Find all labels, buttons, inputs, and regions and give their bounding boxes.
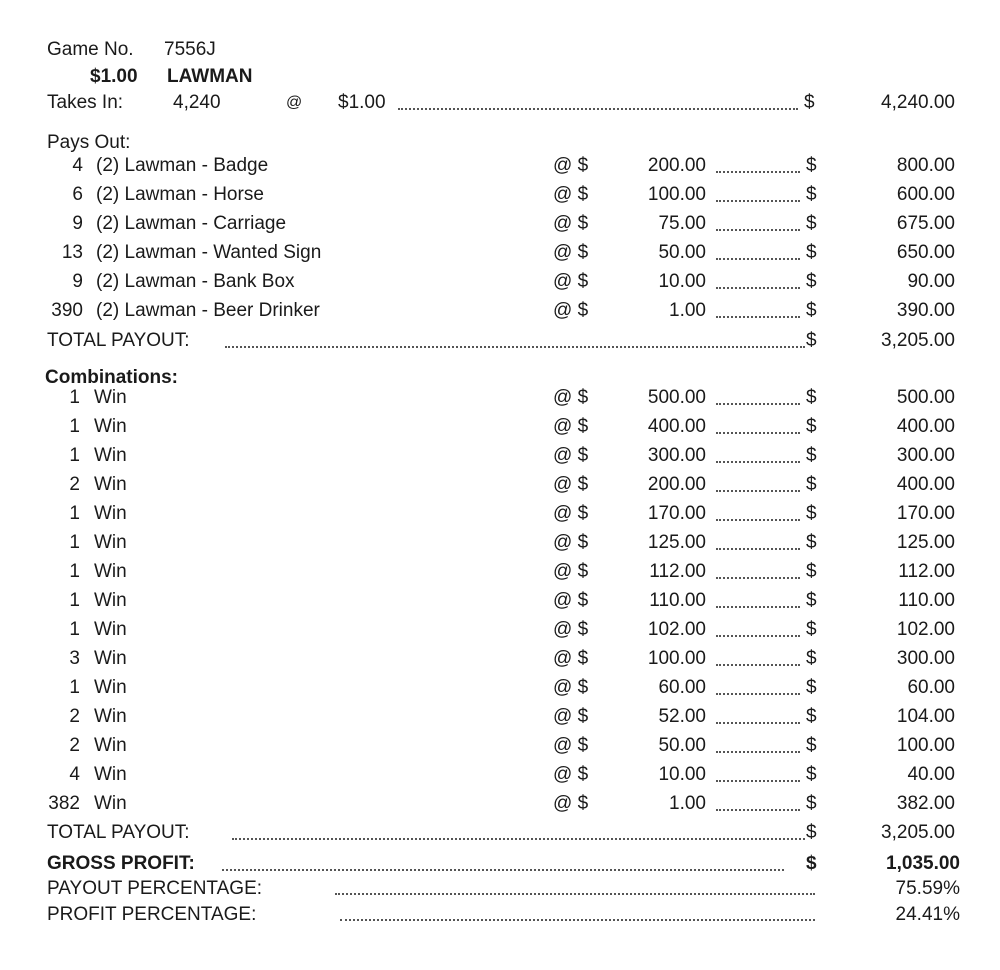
- combinations-total-label: TOTAL PAYOUT:: [47, 822, 190, 843]
- row-total: 400.00: [896, 474, 955, 495]
- takes-in-price: $1.00: [338, 92, 386, 113]
- row-dollar: $: [806, 300, 817, 321]
- row-total: 104.00: [896, 706, 955, 727]
- dot-leader: [716, 258, 800, 260]
- row-total: 400.00: [896, 416, 955, 437]
- row-total: 300.00: [896, 648, 955, 669]
- row-qty: 9: [72, 271, 83, 292]
- row-description: Win: [94, 503, 127, 524]
- row-at: @ $: [553, 561, 589, 582]
- row-price: 10.00: [658, 271, 706, 292]
- dot-leader: [716, 548, 800, 550]
- row-description: Win: [94, 648, 127, 669]
- dot-leader: [716, 722, 800, 724]
- row-at: @ $: [553, 793, 589, 814]
- row-at: @ $: [553, 474, 589, 495]
- row-at: @ $: [553, 532, 589, 553]
- combinations-label: Combinations:: [45, 367, 178, 388]
- row-qty: 1: [69, 619, 80, 640]
- row-price: 200.00: [647, 155, 706, 176]
- takes-in-dollar: $: [804, 92, 815, 113]
- row-dollar: $: [806, 590, 817, 611]
- gross-profit-label: GROSS PROFIT:: [47, 853, 195, 874]
- row-price: 60.00: [658, 677, 706, 698]
- row-description: (2) Lawman - Horse: [96, 184, 264, 205]
- row-price: 50.00: [658, 242, 706, 263]
- dot-leader: [716, 229, 800, 231]
- row-description: (2) Lawman - Beer Drinker: [96, 300, 320, 321]
- dot-leader: [716, 693, 800, 695]
- row-dollar: $: [806, 242, 817, 263]
- row-price: 110.00: [649, 590, 706, 611]
- row-description: (2) Lawman - Bank Box: [96, 271, 295, 292]
- row-at: @ $: [553, 416, 589, 437]
- row-total: 675.00: [896, 213, 955, 234]
- dot-leader: [716, 519, 800, 521]
- row-qty: 1: [69, 445, 80, 466]
- dot-leader: [335, 893, 815, 895]
- row-dollar: $: [806, 155, 817, 176]
- row-total: 650.00: [896, 242, 955, 263]
- dot-leader: [225, 346, 805, 348]
- row-total: 40.00: [907, 764, 955, 785]
- row-description: (2) Lawman - Wanted Sign: [96, 242, 322, 263]
- takes-in-label: Takes In:: [47, 92, 124, 113]
- row-total: 390.00: [896, 300, 955, 321]
- row-qty: 4: [72, 155, 83, 176]
- row-price: 170.00: [647, 503, 706, 524]
- row-dollar: $: [806, 561, 817, 582]
- row-dollar: $: [806, 532, 817, 553]
- combinations-total-dollar: $: [806, 822, 817, 843]
- row-qty: 3: [69, 648, 80, 669]
- row-qty: 4: [69, 764, 80, 785]
- dot-leader: [716, 751, 800, 753]
- row-dollar: $: [806, 648, 817, 669]
- takes-in-at: @: [286, 94, 303, 111]
- dot-leader: [716, 780, 800, 782]
- dot-leader: [716, 200, 800, 202]
- row-price: 1.00: [669, 300, 706, 321]
- row-at: @ $: [553, 300, 589, 321]
- dot-leader: [716, 171, 800, 173]
- pays-out-total-dollar: $: [806, 330, 817, 351]
- row-at: @ $: [553, 155, 589, 176]
- row-price: 125.00: [647, 532, 706, 553]
- row-total: 800.00: [896, 155, 955, 176]
- dot-leader: [716, 635, 800, 637]
- game-name: LAWMAN: [167, 66, 253, 87]
- row-dollar: $: [806, 387, 817, 408]
- row-description: Win: [94, 387, 127, 408]
- row-dollar: $: [806, 619, 817, 640]
- takes-in-total: 4,240.00: [881, 92, 955, 113]
- row-total: 90.00: [907, 271, 955, 292]
- row-dollar: $: [806, 793, 817, 814]
- row-qty: 13: [61, 242, 83, 263]
- row-description: Win: [94, 677, 127, 698]
- row-total: 110.00: [898, 590, 955, 611]
- row-at: @ $: [553, 735, 589, 756]
- row-total: 125.00: [896, 532, 955, 553]
- row-total: 60.00: [907, 677, 955, 698]
- dot-leader: [716, 461, 800, 463]
- pays-out-label: Pays Out:: [47, 132, 131, 153]
- row-qty: 1: [69, 416, 80, 437]
- row-price: 200.00: [647, 474, 706, 495]
- row-total: 300.00: [896, 445, 955, 466]
- dot-leader: [222, 869, 784, 871]
- game-no-label: Game No.: [47, 39, 134, 60]
- row-total: 112.00: [898, 561, 955, 582]
- dot-leader: [398, 108, 798, 110]
- row-at: @ $: [553, 445, 589, 466]
- game-price: $1.00: [90, 66, 138, 87]
- row-qty: 2: [69, 735, 80, 756]
- row-total: 600.00: [896, 184, 955, 205]
- row-description: Win: [94, 416, 127, 437]
- payout-pct-label: PAYOUT PERCENTAGE:: [47, 878, 263, 899]
- takes-in-qty: 4,240: [173, 92, 221, 113]
- row-dollar: $: [806, 184, 817, 205]
- row-dollar: $: [806, 213, 817, 234]
- row-dollar: $: [806, 706, 817, 727]
- dot-leader: [232, 838, 805, 840]
- dot-leader: [716, 316, 800, 318]
- profit-pct-label: PROFIT PERCENTAGE:: [47, 904, 257, 925]
- row-description: Win: [94, 619, 127, 640]
- row-price: 102.00: [647, 619, 706, 640]
- dot-leader: [340, 919, 815, 921]
- row-at: @ $: [553, 619, 589, 640]
- payout-pct-value: 75.59%: [895, 878, 960, 899]
- row-dollar: $: [806, 474, 817, 495]
- row-price: 1.00: [669, 793, 706, 814]
- row-description: Win: [94, 735, 127, 756]
- row-at: @ $: [553, 387, 589, 408]
- game-no: 7556J: [164, 39, 216, 60]
- row-qty: 6: [72, 184, 83, 205]
- dot-leader: [716, 432, 800, 434]
- row-qty: 390: [51, 300, 83, 321]
- row-price: 500.00: [647, 387, 706, 408]
- row-description: Win: [94, 764, 127, 785]
- dot-leader: [716, 577, 800, 579]
- row-price: 10.00: [658, 764, 706, 785]
- row-description: Win: [94, 561, 127, 582]
- row-total: 100.00: [896, 735, 955, 756]
- row-dollar: $: [806, 764, 817, 785]
- row-qty: 9: [72, 213, 83, 234]
- row-price: 400.00: [647, 416, 706, 437]
- dot-leader: [716, 490, 800, 492]
- row-description: Win: [94, 706, 127, 727]
- row-qty: 382: [48, 793, 80, 814]
- row-price: 75.00: [658, 213, 706, 234]
- combinations-total-value: 3,205.00: [881, 822, 955, 843]
- pays-out-total-value: 3,205.00: [881, 330, 955, 351]
- row-dollar: $: [806, 735, 817, 756]
- row-description: Win: [94, 445, 127, 466]
- row-description: (2) Lawman - Carriage: [96, 213, 287, 234]
- row-dollar: $: [806, 416, 817, 437]
- row-price: 50.00: [658, 735, 706, 756]
- row-description: Win: [94, 532, 127, 553]
- row-qty: 1: [69, 590, 80, 611]
- row-price: 100.00: [647, 648, 706, 669]
- row-description: (2) Lawman - Badge: [96, 155, 269, 176]
- row-at: @ $: [553, 242, 589, 263]
- row-qty: 1: [69, 677, 80, 698]
- row-description: Win: [94, 793, 127, 814]
- dot-leader: [716, 809, 800, 811]
- row-price: 112.00: [649, 561, 706, 582]
- pays-out-total-label: TOTAL PAYOUT:: [47, 330, 190, 351]
- row-description: Win: [94, 474, 127, 495]
- row-at: @ $: [553, 213, 589, 234]
- row-qty: 1: [69, 561, 80, 582]
- row-total: 102.00: [896, 619, 955, 640]
- row-price: 52.00: [658, 706, 706, 727]
- row-at: @ $: [553, 764, 589, 785]
- row-at: @ $: [553, 184, 589, 205]
- row-qty: 2: [69, 706, 80, 727]
- dot-leader: [716, 403, 800, 405]
- row-total: 170.00: [896, 503, 955, 524]
- row-dollar: $: [806, 503, 817, 524]
- row-dollar: $: [806, 271, 817, 292]
- row-qty: 1: [69, 387, 80, 408]
- row-total: 500.00: [896, 387, 955, 408]
- row-qty: 1: [69, 532, 80, 553]
- row-at: @ $: [553, 503, 589, 524]
- row-dollar: $: [806, 445, 817, 466]
- row-qty: 2: [69, 474, 80, 495]
- row-price: 300.00: [647, 445, 706, 466]
- row-at: @ $: [553, 706, 589, 727]
- row-at: @ $: [553, 677, 589, 698]
- row-at: @ $: [553, 590, 589, 611]
- profit-pct-value: 24.41%: [895, 904, 960, 925]
- row-price: 100.00: [647, 184, 706, 205]
- dot-leader: [716, 287, 800, 289]
- row-at: @ $: [553, 648, 589, 669]
- row-dollar: $: [806, 677, 817, 698]
- dot-leader: [716, 664, 800, 666]
- row-qty: 1: [69, 503, 80, 524]
- gross-profit-value: 1,035.00: [886, 853, 960, 874]
- row-description: Win: [94, 590, 127, 611]
- gross-profit-dollar: $: [806, 853, 817, 874]
- row-total: 382.00: [896, 793, 955, 814]
- dot-leader: [716, 606, 800, 608]
- row-at: @ $: [553, 271, 589, 292]
